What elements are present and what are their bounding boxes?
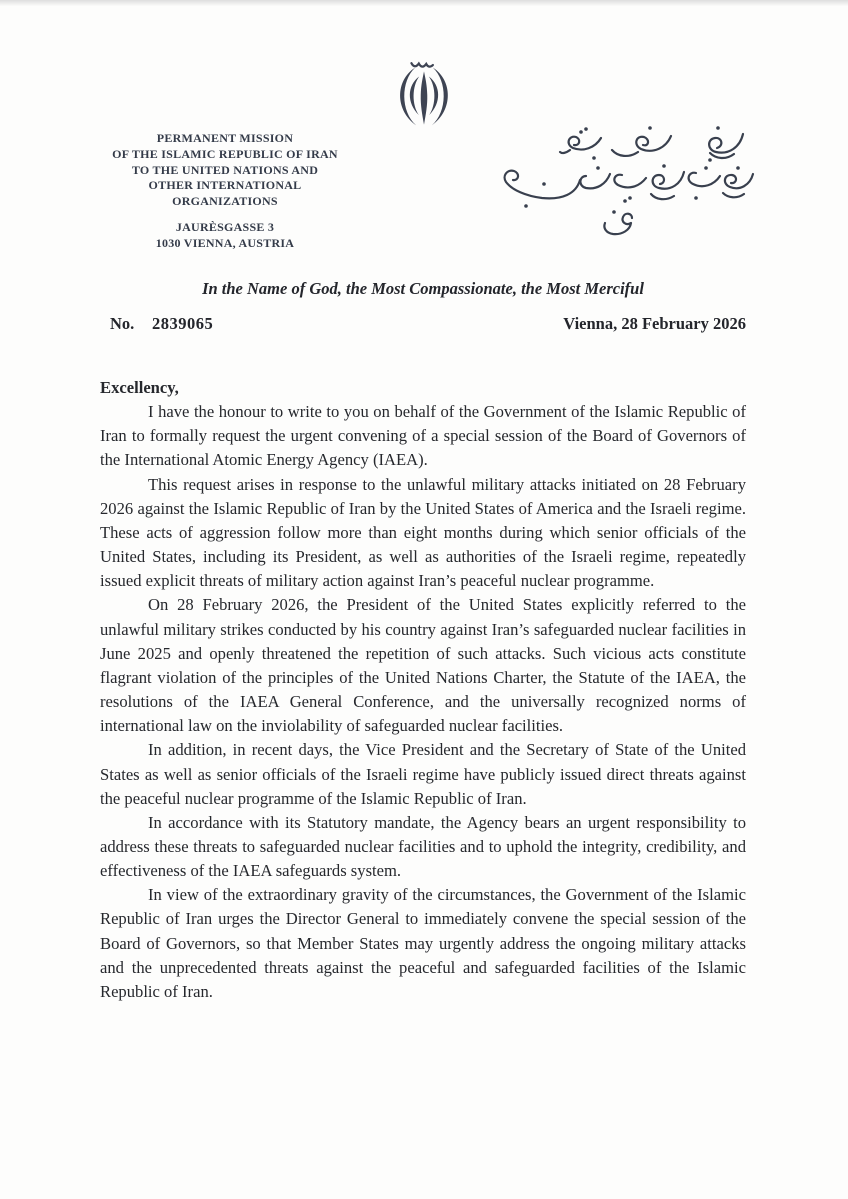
scan-edge-shadow [0,0,848,8]
mission-address-line: JAURÈSGASSE 3 [175,219,275,234]
mission-name-line: TO THE UNITED NATIONS AND [131,162,319,177]
reference-label: No. [110,314,135,333]
body-paragraph: In accordance with its Statutory mandate, the Agency bears an urgent responsibility to address these threats to safeguarded nuclear facilities and to uphold the integrity, credibility, and effectiveness of the IAEA safeguards system. [100,812,746,881]
mission-name-line: OF THE ISLAMIC REPUBLIC OF IRAN [112,146,338,161]
mission-letterhead-persian-calligraphy [498,122,764,248]
letter-body [100,376,746,1004]
dateline: Vienna, 28 February 2026 [563,314,746,333]
persian-line-2 [505,164,753,208]
body-paragraph: This request arises in response to the unlawful military attacks initiated on 28 February 2026 against the Islamic Republic of Iran by the United States of America and the Israeli regime. These acts of aggression follow more than eight months during which senior officials of the United States, including its President, as well as authorities of the Israeli regime, repeatedly issued explicit threats of military action against Iran’s peaceful nuclear programme. [100,474,746,591]
iran-emblem-icon [387,56,461,134]
body-paragraph: On 28 February 2026, the President of the United States explicitly referred to the unlawful military strikes conducted by his country against Iran’s safeguarded nuclear facilities in June 2025 and openly threatened the repetition of such attacks. Such vicious acts constitute flagrant violation of the principles of the United Nations Charter, the Statute of the IAEA, the resolutions of the IAEA General Conference, and the universally recognized norms of international law on the inviolability of safeguarded nuclear facilities. [100,595,746,736]
body-paragraph: I have the honour to write to you on behalf of the Government of the Islamic Republic of Iran to formally request the urgent convening of a special session of the Board of Governors of the International Atomic Energy Agency (IAEA). [100,402,746,470]
persian-line-1 [560,126,743,162]
mission-name-line: OTHER INTERNATIONAL ORGANIZATIONS [148,178,302,209]
body-paragraph: In addition, in recent days, the Vice President and the Secretary of State of the United States as well as senior officials of the Israeli regime have publicly issued direct threats against the peaceful nuclear programme of the Islamic Republic of Iran. [100,740,746,808]
persian-line-3 [604,210,632,234]
mission-address-line: 1030 VIENNA, AUSTRIA [155,235,295,250]
mission-name-line: PERMANENT MISSION [156,131,294,145]
body-paragraph: In view of the extraordinary gravity of the circumstances, the Government of the Islamic Republic of Iran urges the Director General to immediately convene the special session of the Board of Governors, so that Member States may urgently address the ongoing military attacks and the unprecedented threats against the peaceful and safeguarded facilities of the Islamic Republic of Iran. [100,885,746,1001]
invocation-line: In the Name of God, the Most Compassionate, the Most Merciful [202,279,644,298]
reference-number: 2839065 [152,314,214,333]
mission-letterhead-english [98,131,352,252]
salutation: Excellency, [100,378,179,397]
